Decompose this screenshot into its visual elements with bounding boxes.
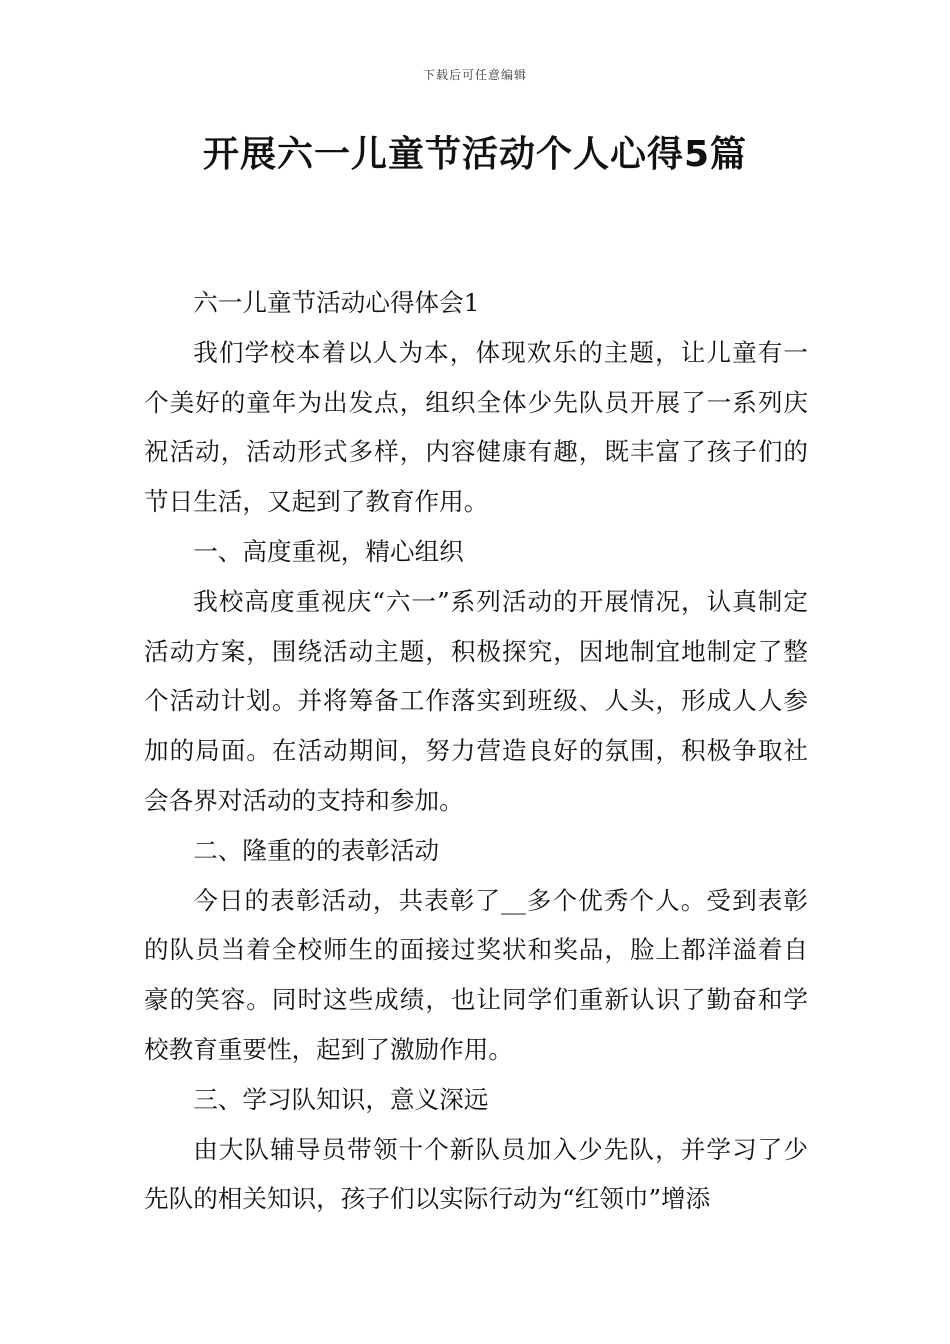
section-heading: 一、高度重视，精心组织 [193, 536, 464, 566]
body-paragraph: 我们学校本着以人为本，体现欢乐的主题，让儿童有一个美好的童年为出发点，组织全体少先队员开展了一系列庆祝活动，活动形式多样，内容健康有趣，既丰富了孩子们的节日生活，又起到了教育作用。 [144, 337, 808, 517]
section-heading: 二、隆重的的表彰活动 [193, 835, 440, 865]
document-title: 开展六一儿童节活动个人心得5篇 [202, 134, 748, 175]
header-note: 下载后可任意编辑 [422, 68, 527, 82]
body-paragraph: 我校高度重视庆“六一”系列活动的开展情况，认真制定活动方案，围绕活动主题，积极探究，因地制宜地制定了整个活动计划。并将筹备工作落实到班级、人头，形成人人参加的局面。在活动期间，努力营造良好的氛围，积极争取社会各界对活动的支持和参加。 [144, 586, 808, 815]
section-heading: 六一儿童节活动心得体会1 [193, 288, 480, 317]
document-body [144, 278, 808, 1224]
body-paragraph: 由大队辅导员带领十个新队员加入少先队，并学习了少先队的相关知识，孩子们以实际行动为“红领巾”增添 [144, 1134, 808, 1214]
section-heading: 三、学习队知识，意义深远 [193, 1084, 489, 1114]
body-paragraph: 今日的表彰活动，共表彰了__多个优秀个人。受到表彰的队员当着全校师生的面接过奖状和奖品，脸上都洋溢着自豪的笑容。同时这些成绩，也让同学们重新认识了勤奋和学校教育重要性，起到了激励作用。 [144, 885, 808, 1064]
